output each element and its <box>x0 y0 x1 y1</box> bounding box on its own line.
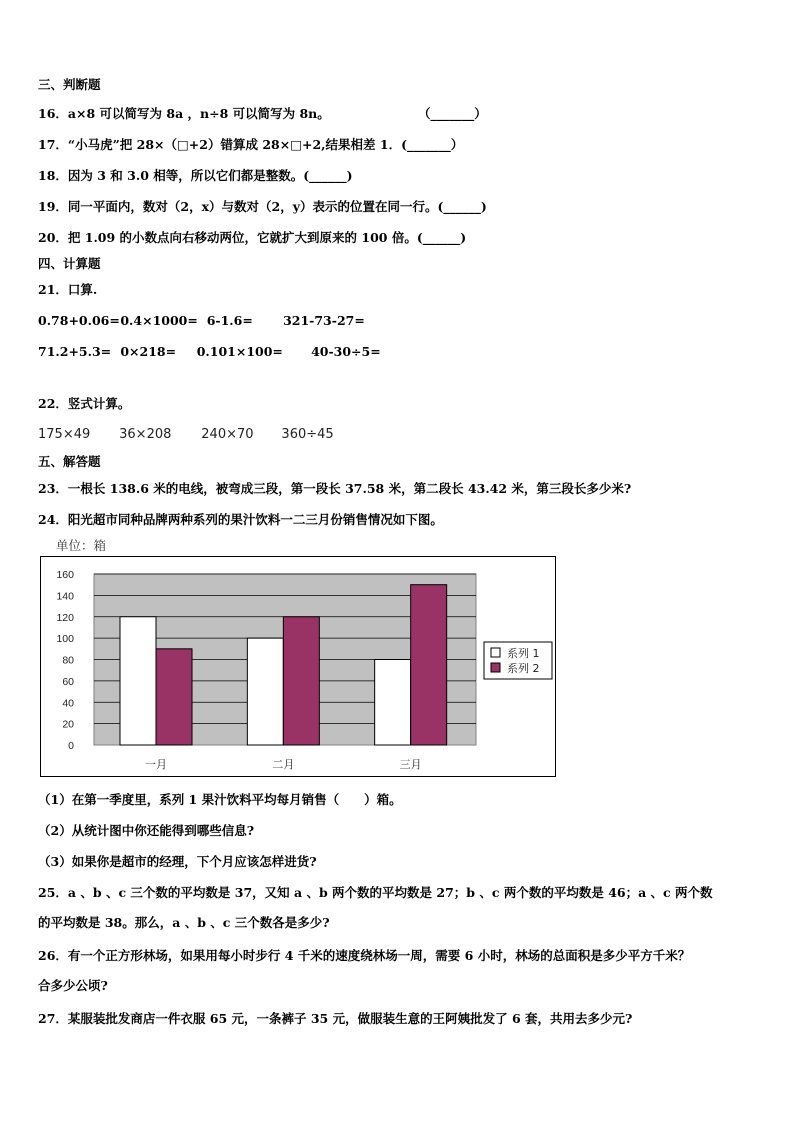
section-judge-title: 三、判断题 <box>38 77 101 92</box>
y-tick-label: 20 <box>62 718 74 731</box>
bar-2 <box>156 649 192 745</box>
question-22: 22．竖式计算。 <box>38 396 131 411</box>
question-24-2: （2）从统计图中你还能得到哪些信息? <box>38 823 255 838</box>
question-16 <box>38 106 487 122</box>
question-24-3: （3）如果你是超市的经理，下个月应该怎样进货? <box>38 854 317 869</box>
y-tick-label: 0 <box>68 740 74 752</box>
bar-2 <box>283 617 319 745</box>
question-23: 23．一根长 138.6 米的电线，被弯成三段，第一段长 37.58 米，第二段长 43.42 米，第三段长多少米? <box>38 481 632 496</box>
question-16-text: 16．a×8 可以简写为 8a ，n÷8 可以简写为 8n。 <box>38 106 330 121</box>
y-tick-label: 40 <box>62 697 74 710</box>
y-tick-label: 160 <box>56 569 74 581</box>
oral-item: 6-1.6= <box>206 313 253 328</box>
legend-label: 系列 2 <box>507 662 540 675</box>
x-tick-label: 二月 <box>272 758 295 771</box>
vertical-item: 36×208 <box>119 427 172 442</box>
oral-item: 40-30÷5= <box>311 344 381 359</box>
oral-item: 0.101×100= <box>196 344 283 359</box>
y-tick-label: 100 <box>56 633 74 646</box>
bar-1 <box>120 617 156 745</box>
oral-row-2 <box>38 344 381 360</box>
section-calc-title: 四、计算题 <box>38 256 101 271</box>
section-solve-title: 五、解答题 <box>38 454 101 469</box>
question-26-line-2: 合多少公顷? <box>38 978 108 993</box>
question-18: 18．因为 3 和 3.0 相等，所以它们都是整数。(______) <box>38 168 353 183</box>
oral-item: 0.4×1000= <box>120 313 198 328</box>
question-20: 20．把 1.09 的小数点向右移动两位，它就扩大到原来的 100 倍。(______) <box>38 230 467 245</box>
y-tick-label: 120 <box>56 611 74 624</box>
question-21: 21．口算. <box>38 282 98 297</box>
question-17: 17．“小马虎”把 28×（□+2）错算成 28×□+2,结果相差 1．(_______） <box>38 137 464 152</box>
vertical-item: 240×70 <box>201 427 254 442</box>
question-27: 27．某服装批发商店一件衣服 65 元，一条裤子 35 元，做服装生意的王阿姨批发了 6 套，共用去多少元? <box>38 1011 633 1026</box>
legend-swatch <box>491 663 500 672</box>
y-tick-label: 80 <box>62 654 74 667</box>
oral-row-1 <box>38 313 365 329</box>
legend-swatch <box>491 648 500 657</box>
bar-chart-frame <box>40 556 556 777</box>
oral-item: 321-73-27= <box>283 313 365 328</box>
bar-1 <box>247 638 283 745</box>
oral-item: 0×218= <box>120 344 177 359</box>
bar-2 <box>411 585 447 745</box>
x-tick-label: 一月 <box>145 758 167 771</box>
question-24: 24．阳光超市同种品牌两种系列的果汁饮料一二三月份销售情况如下图。 <box>38 512 443 527</box>
y-tick-label: 60 <box>62 675 74 688</box>
bar-chart <box>41 557 555 776</box>
question-25-line-2: 的平均数是 38。那么，a 、b 、c 三个数各是多少? <box>38 915 330 930</box>
chart-unit-label: 单位：箱 <box>56 538 107 553</box>
y-tick-label: 140 <box>56 590 74 603</box>
bar-1 <box>375 660 411 746</box>
x-tick-label: 三月 <box>399 758 422 771</box>
vertical-item: 175×49 <box>38 427 91 442</box>
vertical-item: 360÷45 <box>281 427 334 442</box>
question-24-1: （1）在第一季度里，系列 1 果汁饮料平均每月销售（ ）箱。 <box>38 792 402 807</box>
oral-item: 0.78+0.06= <box>38 313 120 328</box>
question-19: 19．同一平面内，数对（2，x）与数对（2，y）表示的位置在同一行。(______) <box>38 199 487 214</box>
oral-item: 71.2+5.3= <box>38 344 112 359</box>
question-16-blank[interactable]: （_______） <box>418 106 487 121</box>
vertical-calc-row <box>38 427 334 443</box>
question-25-line-1: 25．a 、b 、c 三个数的平均数是 37，又知 a 、b 两个数的平均数是 27；b 、c 两个数的平均数是 46；a 、c 两个数 <box>38 885 713 900</box>
question-26-line-1: 26．有一个正方形林场，如果用每小时步行 4 千米的速度绕林场一周，需要 6 小时，林场的总面积是多少平方千米？ <box>38 948 691 963</box>
legend-label: 系列 1 <box>507 647 540 660</box>
